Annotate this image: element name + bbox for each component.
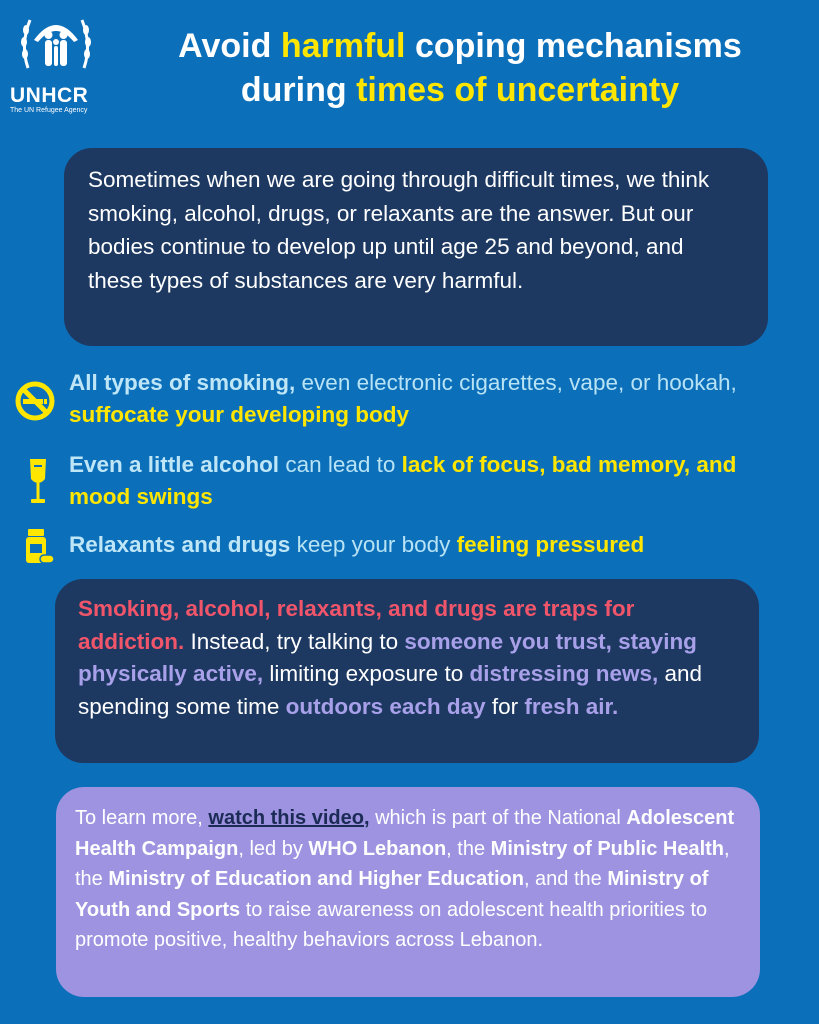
intro-text: Sometimes when we are going through difficult times, we think smoking, alcohol, drugs, or relaxants are the answer. But our bodies continue to develop up until age 25 and beyond, and these types of substances are very harmful. (88, 167, 710, 293)
page-title: Avoid harmful coping mechanisms during times of uncertainty (178, 27, 742, 109)
addiction-warning-panel: Smoking, alcohol, relaxants, and drugs are traps for addiction. Instead, try talking to someone you trust, staying physically active, limiting exposure to distressing news, and spending some time outdoors each day for fresh air. (55, 579, 759, 763)
bullet-drugs-text: Relaxants and drugs keep your body feeling pressured (69, 532, 645, 557)
unhcr-logo (8, 10, 104, 114)
wine-glass-icon (27, 457, 49, 507)
learn-more-panel: To learn more, watch this video, which is part of the National Adolescent Health Campaign, led by WHO Lebanon, the Ministry of Public Health, the Ministry of Education and Higher Education, and the Ministry of Youth and Sports to raise awareness on adolescent health priorities to promote positive, healthy behaviors across Lebanon. (56, 787, 760, 997)
addiction-warning-heading: Smoking, alcohol, relaxants, and drugs are traps for addiction. (78, 596, 635, 654)
logo-wordmark: UNHCR (10, 84, 89, 107)
watch-video-link[interactable]: watch this video, (208, 807, 370, 829)
title-highlight-uncertainty: times of uncertainty (356, 71, 680, 109)
bullet-alcohol-text: Even a little alcohol can lead to lack of focus, bad memory, and mood swings (69, 452, 737, 509)
unhcr-emblem-icon (18, 10, 94, 80)
title-highlight-harmful: harmful (280, 27, 406, 65)
no-smoking-icon (14, 380, 56, 422)
pill-bottle-icon (26, 529, 56, 565)
intro-panel (64, 148, 768, 346)
logo-subtitle: The UN Refugee Agency (10, 107, 88, 114)
bullet-smoking-text: All types of smoking, even electronic cigarettes, vape, or hookah, suffocate your developing body (69, 370, 737, 427)
